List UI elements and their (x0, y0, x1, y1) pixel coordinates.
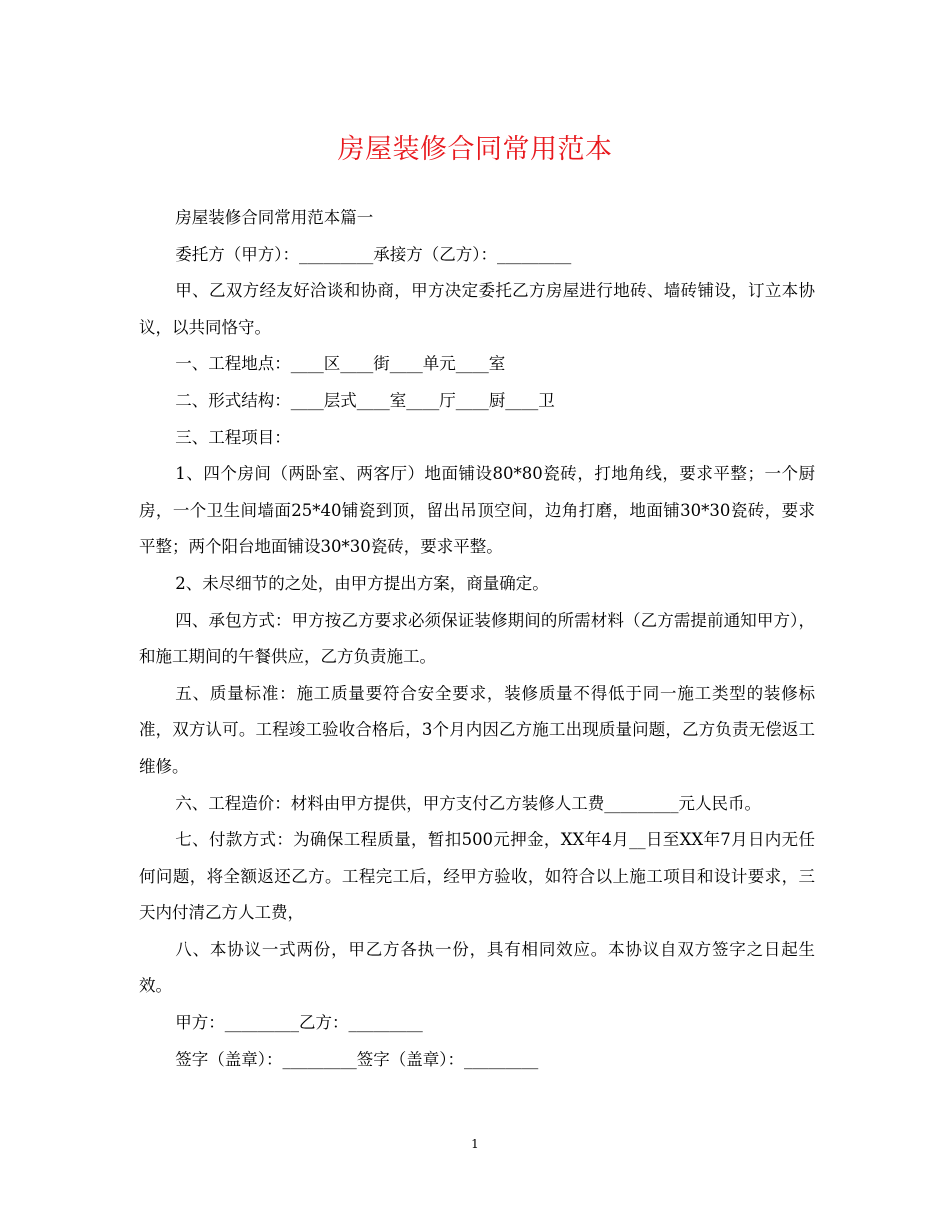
item-1-paragraph: 1、四个房间（两卧室、两客厅）地面铺设80*80瓷砖，打地角线，要求平整；一个厨房，一个卫生间墙面25*40铺瓷到顶，留出吊顶空间，边角打磨，地面铺30*30瓷砖，要求平整；两个阳台地面铺设30*30瓷砖，要求平整。 (139, 464, 815, 557)
clause-payment-method: 七、付款方式：为确保工程质量，暂扣500元押金，XX年4月__日至XX年7月日内无任何问题，将全额返还乙方。工程完工后，经甲方验收，如符合以上施工项目和设计要求，三天内付清乙方人工费， (139, 830, 815, 923)
party-signature-line: 甲方：_________乙方：_________ (175, 1013, 423, 1033)
clause-agreement-copies: 八、本协议一式两份，甲乙方各执一份，具有相同效应。本协议自双方签字之日起生效。 (139, 939, 815, 996)
item-2-paragraph: 2、未尽细节的之处，由甲方提出方案，商量确定。 (175, 573, 549, 593)
clause-quality-standard: 五、质量标准：施工质量要符合安全要求，装修质量不得低于同一施工类型的装修标准，双方认可。工程竣工验收合格后，3个月内因乙方施工出现质量问题，乙方负责无偿返工维修。 (139, 683, 815, 776)
clause-project-cost: 六、工程造价：材料由甲方提供，甲方支付乙方装修人工费_________元人民币。 (175, 793, 762, 813)
clause-project-items: 三、工程项目： (175, 427, 291, 447)
clause-project-location: 一、工程地点：____区____街____单元____室 (175, 354, 506, 374)
clause-structure: 二、形式结构：____层式____室____厅____厨____卫 (175, 390, 555, 410)
page-number: 1 (471, 1137, 479, 1151)
intro-paragraph: 甲、乙双方经友好洽谈和协商，甲方决定委托乙方房屋进行地砖、墙砖铺设，订立本协议，以共同恪守。 (139, 281, 815, 337)
document-body (139, 200, 815, 1078)
seal-signature-line: 签字（盖章）：_________签字（盖章）：_________ (175, 1049, 539, 1069)
clause-contract-method: 四、承包方式：甲方按乙方要求必须保证装修期间的所需材料（乙方需提前通知甲方），和施工期间的午餐供应，乙方负责施工。 (139, 610, 815, 667)
parties-line: 委托方（甲方）：_________承接方（乙方）：_________ (175, 244, 572, 264)
section-heading: 房屋装修合同常用范本篇一 (175, 208, 374, 227)
document-title: 房屋装修合同常用范本 (337, 134, 613, 165)
